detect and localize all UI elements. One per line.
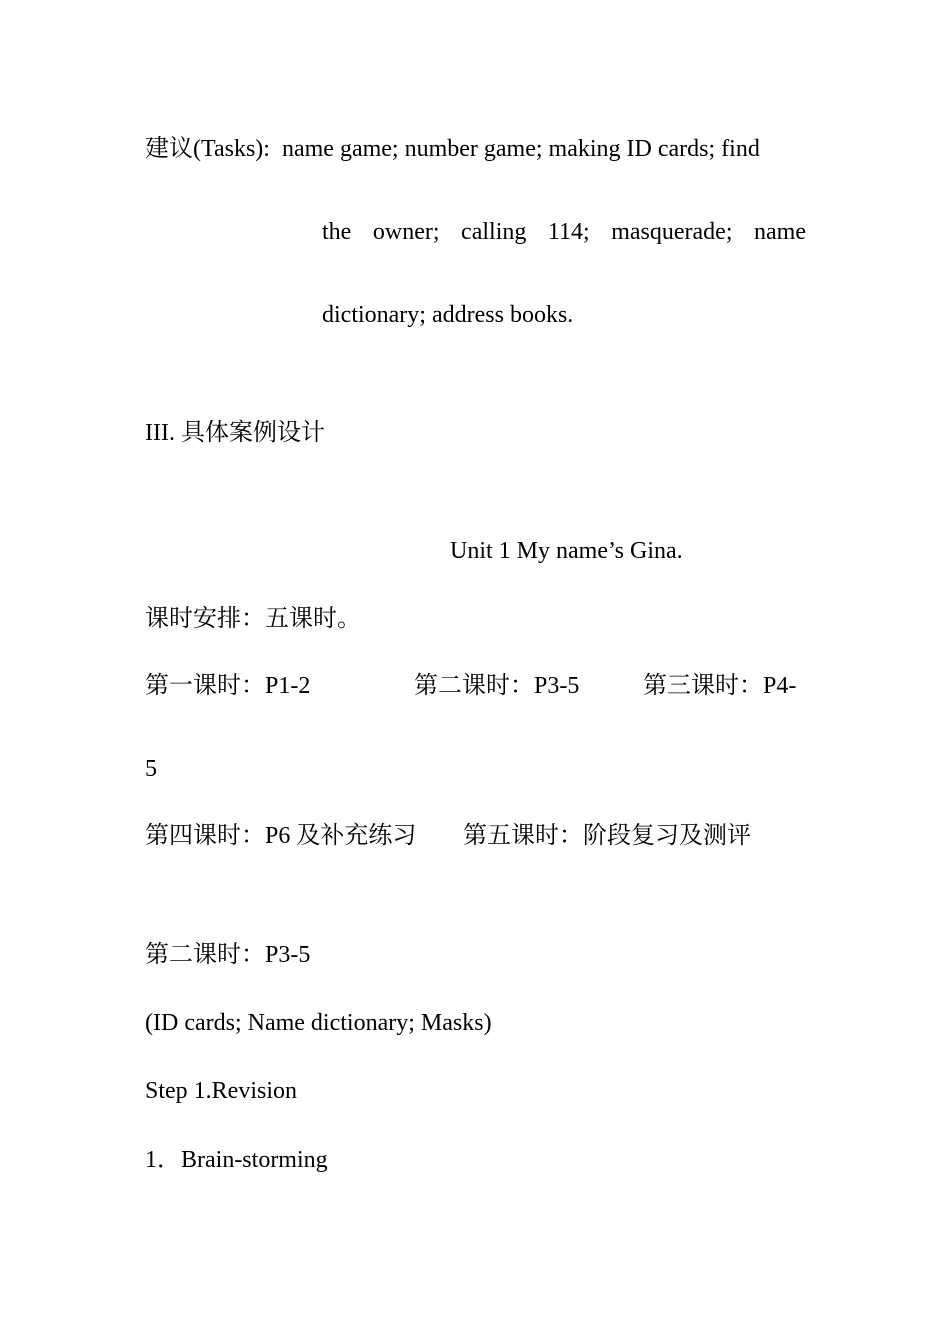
period-3: 第三课时：P4-: [643, 673, 797, 699]
lesson-title: 第二课时：P3-5: [145, 942, 311, 968]
tasks-word: 114;: [547, 219, 590, 245]
tasks-line-1: [145, 134, 806, 164]
tasks-word: name: [754, 219, 806, 245]
period-3-continued: 5: [145, 756, 157, 782]
period-2: 第二课时：P3-5: [414, 673, 580, 699]
tasks-line-2: [322, 217, 806, 247]
period-4: 第四课时：P6 及补充练习: [145, 823, 417, 849]
section-heading: III. 具体案例设计: [145, 420, 325, 446]
list-item: 1．Brain-storming: [145, 1147, 328, 1173]
step-heading: Step 1.Revision: [145, 1078, 298, 1104]
tasks-line-3: dictionary; address books.: [322, 302, 574, 328]
tasks-word: the: [322, 219, 352, 245]
tasks-word: masquerade;: [611, 219, 733, 245]
tasks-text-1: name game; number game; making ID cards; find: [281, 136, 760, 162]
tasks-word: calling: [461, 219, 527, 245]
tasks-word: owner;: [372, 219, 440, 245]
unit-title: Unit 1 My name’s Gina.: [450, 538, 683, 564]
schedule-label: 课时安排：五课时。: [145, 606, 361, 632]
period-5: 第五课时：阶段复习及测评: [463, 823, 751, 849]
lesson-materials: (ID cards; Name dictionary; Masks): [145, 1010, 492, 1036]
tasks-label: 建议(Tasks):: [145, 136, 270, 162]
period-1: 第一课时：P1-2: [145, 673, 311, 699]
